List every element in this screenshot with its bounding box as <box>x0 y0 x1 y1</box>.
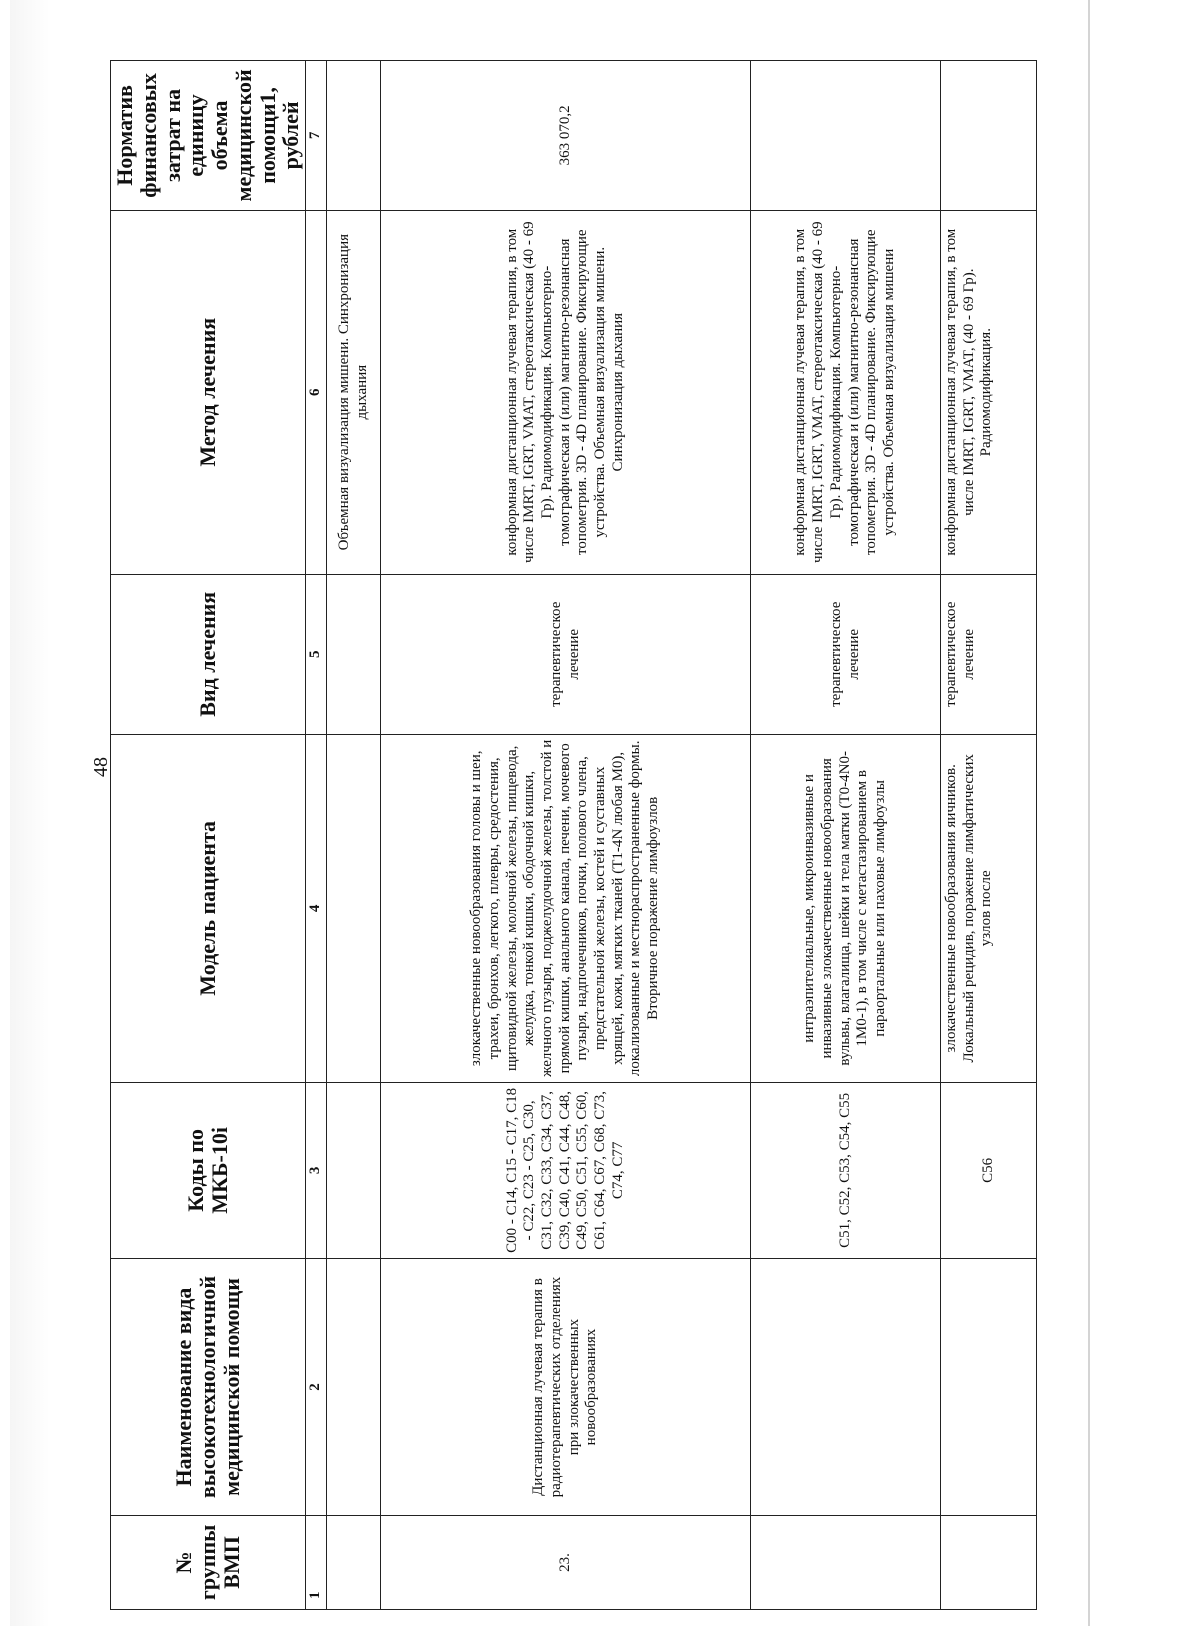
cell-treatment-type <box>327 574 381 734</box>
cell-codes: С00 - С14, С15 - С17, С18 - С22, С23 - С25, С30, С31, С32, С33, С34, С37, С39, С40, С41, С44, С48, С49, С50, С51, С55, С60, С61, С64, С67, С68, С73, С74, С77 <box>381 1082 751 1259</box>
header-treatment-type: Вид лечения <box>111 574 306 734</box>
cell-group-no <box>327 1515 381 1609</box>
cell-group-no <box>941 1515 1037 1609</box>
header-row <box>111 61 306 1610</box>
cell-name <box>327 1259 381 1516</box>
cell-patient-model: злокачественные новообразования головы и шеи, трахеи, бронхов, легкого, плевры, средостения, щитовидной железы, молочной железы, пищевода, желудка, тонкой кишки, ободочной кишки, желчного пузыря, поджелудочной железы, толстой и прямой кишки, анального канала, печени, мочевого пузыря, надпочечников, почки, полового члена, предстательной железы, костей и суставных хрящей, кожи, мягких тканей (T1-4N любая M0), локализованные и местнораспространенные формы. Вторичное поражение лимфоузлов <box>381 734 751 1082</box>
cell-standard <box>751 61 941 211</box>
header-codes: Коды по МКБ-10i <box>111 1082 306 1259</box>
cell-patient-model: злокачественные новообразования яичников. Локальный рецидив, поражение лимфатических узлов после <box>941 734 1037 1082</box>
cell-patient-model: интраэпителиальные, микроинвазивные и инвазивные злокачественные новообразования вульвы, влагалища, шейки и тела матки (T0-4N0-1M0-1), в том числе с метастазированием в параортальные или паховые лимфоузлы <box>751 734 941 1082</box>
header-method: Метод лечения <box>111 210 306 574</box>
table-row <box>941 61 1037 1610</box>
cell-standard <box>941 61 1037 211</box>
cell-method: конформная дистанционная лучевая терапия, в том числе IMRT, IGRT, VMAT, (40 - 69 Гр). Радиомодификация. <box>941 210 1037 574</box>
vmp-table <box>110 60 1037 1610</box>
cell-standard: 363 070,2 <box>381 61 751 211</box>
cell-method: конформная дистанционная лучевая терапия, в том числе IMRT, IGRT, VMAT, стереотаксическая (40 - 69 Гр). Радиомодификация. Компьютерно-томографическая и (или) магнитно-резонансная топометрия. 3D - 4D планирование. Фиксирующие устройства. Объемная визуализация мишени <box>751 210 941 574</box>
cell-name <box>941 1259 1037 1516</box>
scan-page-edge <box>1088 0 1090 1626</box>
column-number: 5 <box>306 574 327 734</box>
column-number: 3 <box>306 1082 327 1259</box>
cell-method: конформная дистанционная лучевая терапия, в том числе IMRT, IGRT, VMAT, стереотаксическая (40 - 69 Гр). Радиомодификация. Компьютерно-томографическая и (или) магнитно-резонансная топометрия. 3D - 4D планирование. Фиксирующие устройства. Объемная визуализация мишени. Синхронизация дыхания <box>381 210 751 574</box>
cell-patient-model <box>327 734 381 1082</box>
column-number: 2 <box>306 1259 327 1516</box>
cell-codes: С56 <box>941 1082 1037 1259</box>
column-number: 6 <box>306 210 327 574</box>
column-number: 7 <box>306 61 327 211</box>
cell-group-no: 23. <box>381 1515 751 1609</box>
cell-method: Объемная визуализация мишени. Синхронизация дыхания <box>327 210 381 574</box>
table-row <box>327 61 381 1610</box>
column-number: 1 <box>306 1515 327 1609</box>
vmp-table-container <box>110 60 996 1610</box>
page-number: 48 <box>90 757 112 777</box>
cell-group-no <box>751 1515 941 1609</box>
cell-codes: С51, С52, С53, С54, С55 <box>751 1082 941 1259</box>
column-number: 4 <box>306 734 327 1082</box>
column-number-row <box>306 61 327 1610</box>
table-row <box>381 61 751 1610</box>
cell-treatment-type: терапевтическое лечение <box>941 574 1037 734</box>
scan-shadow <box>10 0 50 1626</box>
cell-name: Дистанционная лучевая терапия в радиотерапевтических отделениях при злокачественных новообразованиях <box>381 1259 751 1516</box>
table-row <box>751 61 941 1610</box>
cell-standard <box>327 61 381 211</box>
header-group-no: № группы ВМП <box>111 1515 306 1609</box>
header-name: Наименование вида высокотехнологичной медицинской помощи <box>111 1259 306 1516</box>
cell-treatment-type: терапевтическое лечение <box>381 574 751 734</box>
cell-treatment-type: терапевтическое лечение <box>751 574 941 734</box>
header-standard: Норматив финансовых затрат на единицу объема медицинской помощи1, рублей <box>111 61 306 211</box>
cell-codes <box>327 1082 381 1259</box>
header-patient-model: Модель пациента <box>111 734 306 1082</box>
cell-name <box>751 1259 941 1516</box>
